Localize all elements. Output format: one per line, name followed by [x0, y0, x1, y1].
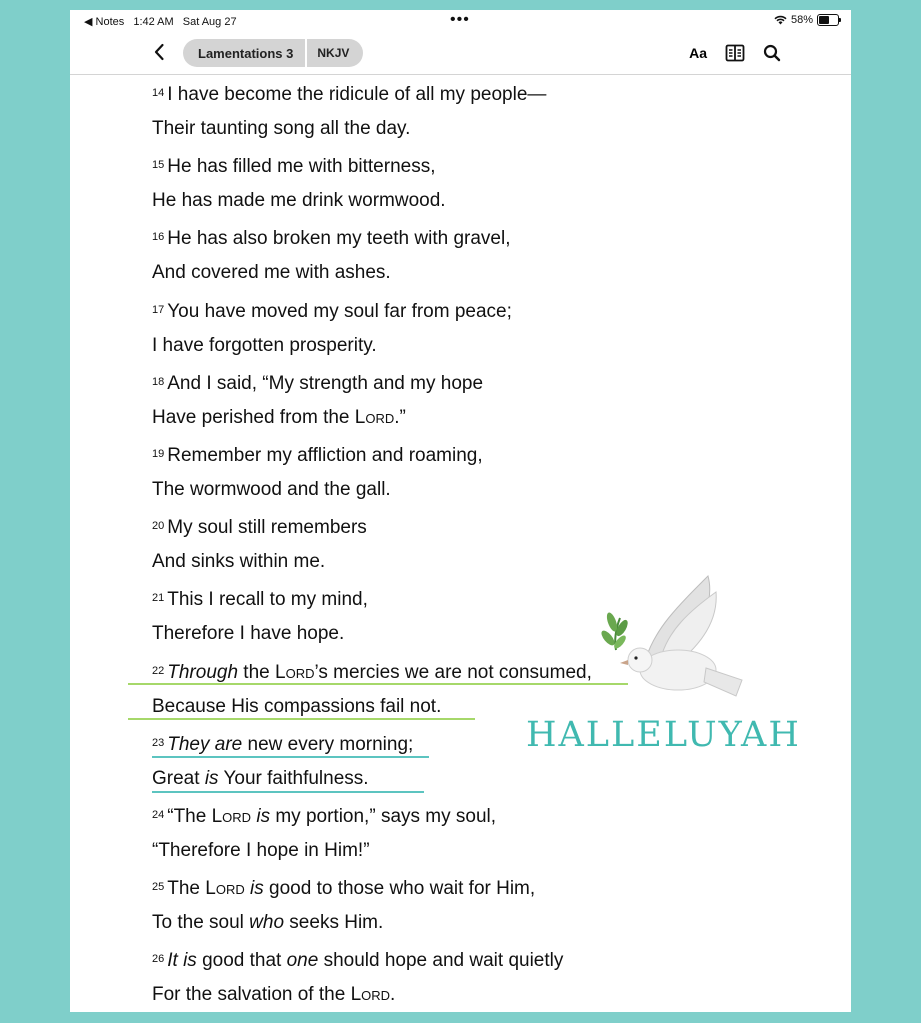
- verse-text: should hope and wait quietly: [318, 950, 564, 972]
- verse-text: This I recall to my mind,: [167, 589, 368, 611]
- verse-text: Lord: [205, 878, 245, 900]
- verse-text: And I said, “My strength and my hope: [167, 372, 484, 394]
- verse-text: Lord: [354, 406, 395, 428]
- verse-line[interactable]: [152, 984, 832, 1012]
- verse-line[interactable]: [152, 226, 832, 262]
- verse-text: He has made me drink wormwood.: [152, 190, 446, 212]
- verse-text: My soul still remembers: [167, 517, 367, 539]
- verse-text: He has also broken my teeth with gravel,: [167, 228, 511, 250]
- verse-line[interactable]: [152, 82, 832, 118]
- verse-text: is: [204, 767, 219, 789]
- verse-text: To the soul: [152, 912, 250, 934]
- toolbar-actions: [689, 44, 781, 62]
- verse-text: seeks Him.: [284, 912, 384, 934]
- parallel-bible-icon[interactable]: [725, 44, 745, 62]
- bible-app-screen: [70, 10, 851, 1012]
- verse-text: who: [249, 912, 285, 934]
- multitasking-dots-icon[interactable]: •••: [450, 11, 470, 28]
- battery-icon: [817, 14, 839, 26]
- verse-text: Remember my affliction and roaming,: [167, 444, 483, 466]
- verse-text: Through: [167, 661, 239, 683]
- chevron-left-icon[interactable]: [150, 42, 170, 62]
- verse-text: Have perished from the: [152, 406, 355, 428]
- verse-line[interactable]: [152, 443, 832, 479]
- highlight-underline: [152, 791, 424, 793]
- verse-text: Therefore I have hope.: [152, 623, 345, 645]
- verse-text: Lord: [350, 984, 391, 1006]
- verse-number: 19: [152, 447, 165, 460]
- verse-line[interactable]: [152, 876, 832, 912]
- verse-line[interactable]: [152, 335, 832, 371]
- verse-number: 15: [152, 159, 165, 172]
- wifi-icon: [774, 15, 787, 25]
- highlight-underline: [128, 718, 475, 720]
- verse-line[interactable]: [152, 154, 832, 190]
- verse-text: ’s mercies we are not consumed,: [314, 661, 592, 683]
- verse-text: Great: [152, 767, 205, 789]
- verse-number: 23: [152, 736, 165, 749]
- verse-text: my portion,” says my soul,: [270, 805, 497, 827]
- book-chapter-button[interactable]: Lamentations 3: [183, 39, 307, 67]
- verse-text: You have moved my soul far from peace;: [167, 300, 512, 322]
- verse-number: 18: [152, 375, 165, 388]
- verse-text: It is: [167, 950, 197, 972]
- verse-number: 26: [152, 953, 165, 966]
- search-icon[interactable]: [763, 44, 781, 62]
- verse-line[interactable]: [152, 912, 832, 948]
- verse-text: good to those who wait for Him,: [263, 878, 536, 900]
- verse-text: Lord: [275, 661, 315, 683]
- verse-line[interactable]: [152, 515, 832, 551]
- verse-text: .: [390, 984, 396, 1006]
- verse-text: “The: [167, 805, 212, 827]
- verse-line[interactable]: [152, 479, 832, 515]
- verse-text: is: [251, 805, 271, 827]
- verse-text: I have become the ridicule of all my people—: [167, 84, 547, 105]
- verse-line[interactable]: [152, 190, 832, 226]
- verse-text: The: [167, 878, 206, 900]
- verse-number: 24: [152, 808, 165, 821]
- verse-text: For the salvation of the: [152, 984, 351, 1006]
- verse-text: Their taunting song all the day.: [152, 118, 411, 140]
- verse-text: is: [244, 878, 264, 900]
- verse-line[interactable]: [152, 768, 832, 804]
- verse-text: new every morning;: [242, 733, 414, 755]
- verse-line[interactable]: [152, 299, 832, 335]
- scripture-text: [152, 82, 832, 1012]
- verse-text: good that: [196, 950, 287, 972]
- status-date: Sat Aug 27: [182, 16, 237, 28]
- verse-text: one: [286, 950, 319, 972]
- verse-text: The wormwood and the gall.: [152, 479, 391, 501]
- verse-number: 14: [152, 87, 165, 99]
- verse-line[interactable]: [152, 118, 832, 154]
- verse-text: He has filled me with bitterness,: [167, 156, 436, 178]
- passage-selector: [183, 39, 363, 67]
- verse-text: Because His compassions fail not.: [152, 695, 442, 717]
- verse-line[interactable]: [152, 262, 832, 298]
- verse-line[interactable]: [152, 804, 832, 840]
- verse-number: 20: [152, 520, 165, 533]
- battery-level: [819, 16, 829, 24]
- verse-text: the: [238, 661, 276, 683]
- verse-number: 16: [152, 231, 165, 244]
- verse-line[interactable]: [152, 407, 832, 443]
- verse-number: 25: [152, 881, 165, 894]
- halleluyah-sticker-text: HALLELUYAH: [526, 715, 801, 755]
- highlight-underline: [152, 756, 429, 758]
- highlight-underline: [128, 683, 628, 685]
- verse-text: They are: [167, 733, 243, 755]
- verse-text: And sinks within me.: [152, 551, 326, 573]
- verse-text: And covered me with ashes.: [152, 262, 391, 284]
- battery-percent: 58%: [790, 14, 813, 26]
- verse-number: 21: [152, 592, 165, 605]
- verse-number: 17: [152, 303, 165, 316]
- status-bar: [70, 10, 851, 32]
- verse-text: Your faithfulness.: [218, 767, 369, 789]
- verse-text: Lord: [211, 805, 252, 827]
- version-button[interactable]: NKJV: [317, 46, 350, 60]
- verse-text: .”: [394, 406, 406, 428]
- verse-number: 22: [152, 664, 165, 677]
- status-time: 1:42 AM: [133, 16, 174, 28]
- verse-text: I have forgotten prosperity.: [152, 334, 377, 356]
- verse-line[interactable]: [152, 371, 832, 407]
- back-to-app-link[interactable]: ◀ Notes: [84, 16, 125, 28]
- dove-with-olive-branch-icon: [586, 568, 746, 718]
- verse-line[interactable]: [152, 840, 832, 876]
- verse-text: “Therefore I hope in Him!”: [152, 839, 370, 861]
- verse-line[interactable]: [152, 948, 832, 984]
- font-settings-button[interactable]: Aa: [689, 45, 707, 61]
- reader-toolbar: [70, 32, 851, 75]
